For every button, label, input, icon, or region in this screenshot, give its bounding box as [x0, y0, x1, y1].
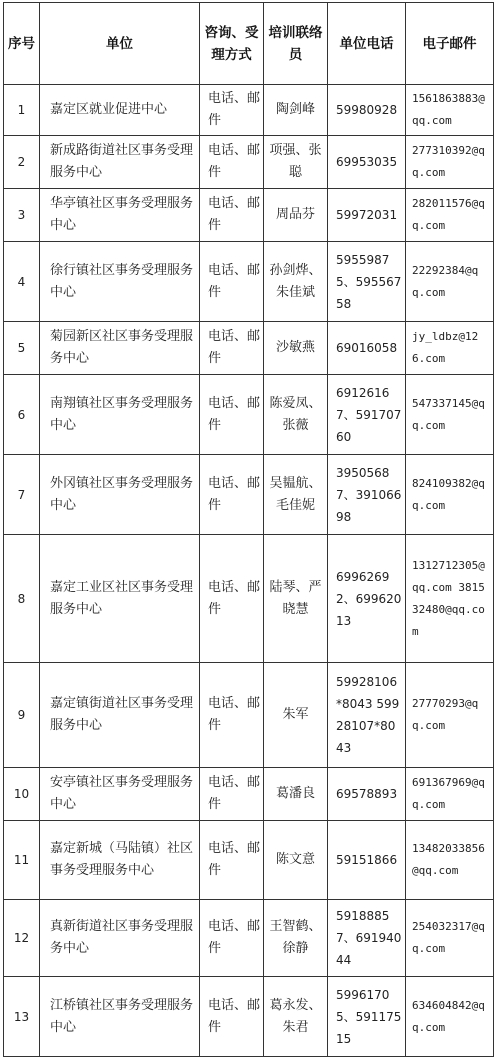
row-index: 1	[4, 85, 40, 136]
email-address: 1561863883@qq.com	[406, 85, 494, 136]
contact-method: 电话、邮件	[200, 663, 264, 768]
table-row	[4, 322, 494, 375]
contact-method: 电话、邮件	[200, 455, 264, 535]
header-index: 序号	[4, 3, 40, 85]
unit-phone: 59188857、69194044	[328, 900, 406, 977]
contact-method: 电话、邮件	[200, 900, 264, 977]
unit-phone: 69578893	[328, 768, 406, 821]
table-row	[4, 455, 494, 535]
contact-person: 葛潘良	[264, 768, 328, 821]
header-row	[4, 3, 494, 85]
header-method: 咨询、受理方式	[200, 3, 264, 85]
unit-phone: 59961705、59117515	[328, 977, 406, 1057]
unit-name: 江桥镇社区事务受理服务中心	[40, 977, 200, 1057]
email-address: 547337145@qq.com	[406, 375, 494, 455]
contact-method: 电话、邮件	[200, 322, 264, 375]
unit-phone: 69126167、59170760	[328, 375, 406, 455]
unit-name: 外冈镇社区事务受理服务中心	[40, 455, 200, 535]
unit-phone: 59980928	[328, 85, 406, 136]
table-row	[4, 663, 494, 768]
table-row	[4, 375, 494, 455]
contact-person: 陆琴、严晓慧	[264, 535, 328, 663]
email-address: 691367969@qq.com	[406, 768, 494, 821]
contact-method: 电话、邮件	[200, 136, 264, 189]
contact-method: 电话、邮件	[200, 85, 264, 136]
email-address: 1312712305@qq.com 381532480@qq.com	[406, 535, 494, 663]
row-index: 7	[4, 455, 40, 535]
email-address: 634604842@qq.com	[406, 977, 494, 1057]
email-address: 824109382@qq.com	[406, 455, 494, 535]
header-email: 电子邮件	[406, 3, 494, 85]
email-address: 22292384@qq.com	[406, 242, 494, 322]
email-address: 277310392@qq.com	[406, 136, 494, 189]
unit-name: 徐行镇社区事务受理服务中心	[40, 242, 200, 322]
unit-name: 华亭镇社区事务受理服务中心	[40, 189, 200, 242]
unit-phone: 69953035	[328, 136, 406, 189]
row-index: 8	[4, 535, 40, 663]
contact-table	[3, 2, 494, 1057]
contact-person: 项强、张聪	[264, 136, 328, 189]
row-index: 2	[4, 136, 40, 189]
email-address: 282011576@qq.com	[406, 189, 494, 242]
unit-phone: 59928106*8043 59928107*8043	[328, 663, 406, 768]
email-address: jy_ldbz@126.com	[406, 322, 494, 375]
unit-name: 嘉定工业区社区事务受理服务中心	[40, 535, 200, 663]
contact-method: 电话、邮件	[200, 535, 264, 663]
email-address: 27770293@qq.com	[406, 663, 494, 768]
table-row	[4, 85, 494, 136]
contact-person: 王智鹤、徐静	[264, 900, 328, 977]
row-index: 6	[4, 375, 40, 455]
header-unit: 单位	[40, 3, 200, 85]
contact-method: 电话、邮件	[200, 821, 264, 900]
row-index: 10	[4, 768, 40, 821]
contact-person: 周品芬	[264, 189, 328, 242]
table-row	[4, 535, 494, 663]
contact-person: 陈爱凤、张薇	[264, 375, 328, 455]
contact-method: 电话、邮件	[200, 375, 264, 455]
contact-person: 陶剑峰	[264, 85, 328, 136]
table-row	[4, 977, 494, 1057]
email-address: 254032317@qq.com	[406, 900, 494, 977]
contact-person: 沙敏燕	[264, 322, 328, 375]
unit-name: 嘉定镇街道社区事务受理服务中心	[40, 663, 200, 768]
unit-phone: 39505687、39106698	[328, 455, 406, 535]
row-index: 13	[4, 977, 40, 1057]
row-index: 12	[4, 900, 40, 977]
unit-phone: 59972031	[328, 189, 406, 242]
contact-person: 陈文意	[264, 821, 328, 900]
contact-person: 朱军	[264, 663, 328, 768]
unit-name: 嘉定新城（马陆镇）社区事务受理服务中心	[40, 821, 200, 900]
unit-phone: 69962692、69962013	[328, 535, 406, 663]
unit-name: 安亭镇社区事务受理服务中心	[40, 768, 200, 821]
contact-method: 电话、邮件	[200, 977, 264, 1057]
contact-person: 吴韫航、毛佳妮	[264, 455, 328, 535]
header-phone: 单位电话	[328, 3, 406, 85]
table-row	[4, 189, 494, 242]
unit-name: 新成路街道社区事务受理服务中心	[40, 136, 200, 189]
row-index: 4	[4, 242, 40, 322]
row-index: 3	[4, 189, 40, 242]
unit-phone: 59151866	[328, 821, 406, 900]
unit-phone: 69016058	[328, 322, 406, 375]
unit-name: 南翔镇社区事务受理服务中心	[40, 375, 200, 455]
row-index: 11	[4, 821, 40, 900]
unit-name: 嘉定区就业促进中心	[40, 85, 200, 136]
unit-name: 菊园新区社区事务受理服务中心	[40, 322, 200, 375]
table-row	[4, 821, 494, 900]
row-index: 5	[4, 322, 40, 375]
unit-name: 真新街道社区事务受理服务中心	[40, 900, 200, 977]
table-row	[4, 768, 494, 821]
row-index: 9	[4, 663, 40, 768]
email-address: 13482033856@qq.com	[406, 821, 494, 900]
contact-person: 葛永发、朱君	[264, 977, 328, 1057]
unit-phone: 59559875、59556758	[328, 242, 406, 322]
header-contact: 培训联络员	[264, 3, 328, 85]
contact-person: 孙剑烨、朱佳斌	[264, 242, 328, 322]
contact-method: 电话、邮件	[200, 189, 264, 242]
table-row	[4, 242, 494, 322]
contact-method: 电话、邮件	[200, 768, 264, 821]
table-row	[4, 900, 494, 977]
contact-method: 电话、邮件	[200, 242, 264, 322]
table-row	[4, 136, 494, 189]
